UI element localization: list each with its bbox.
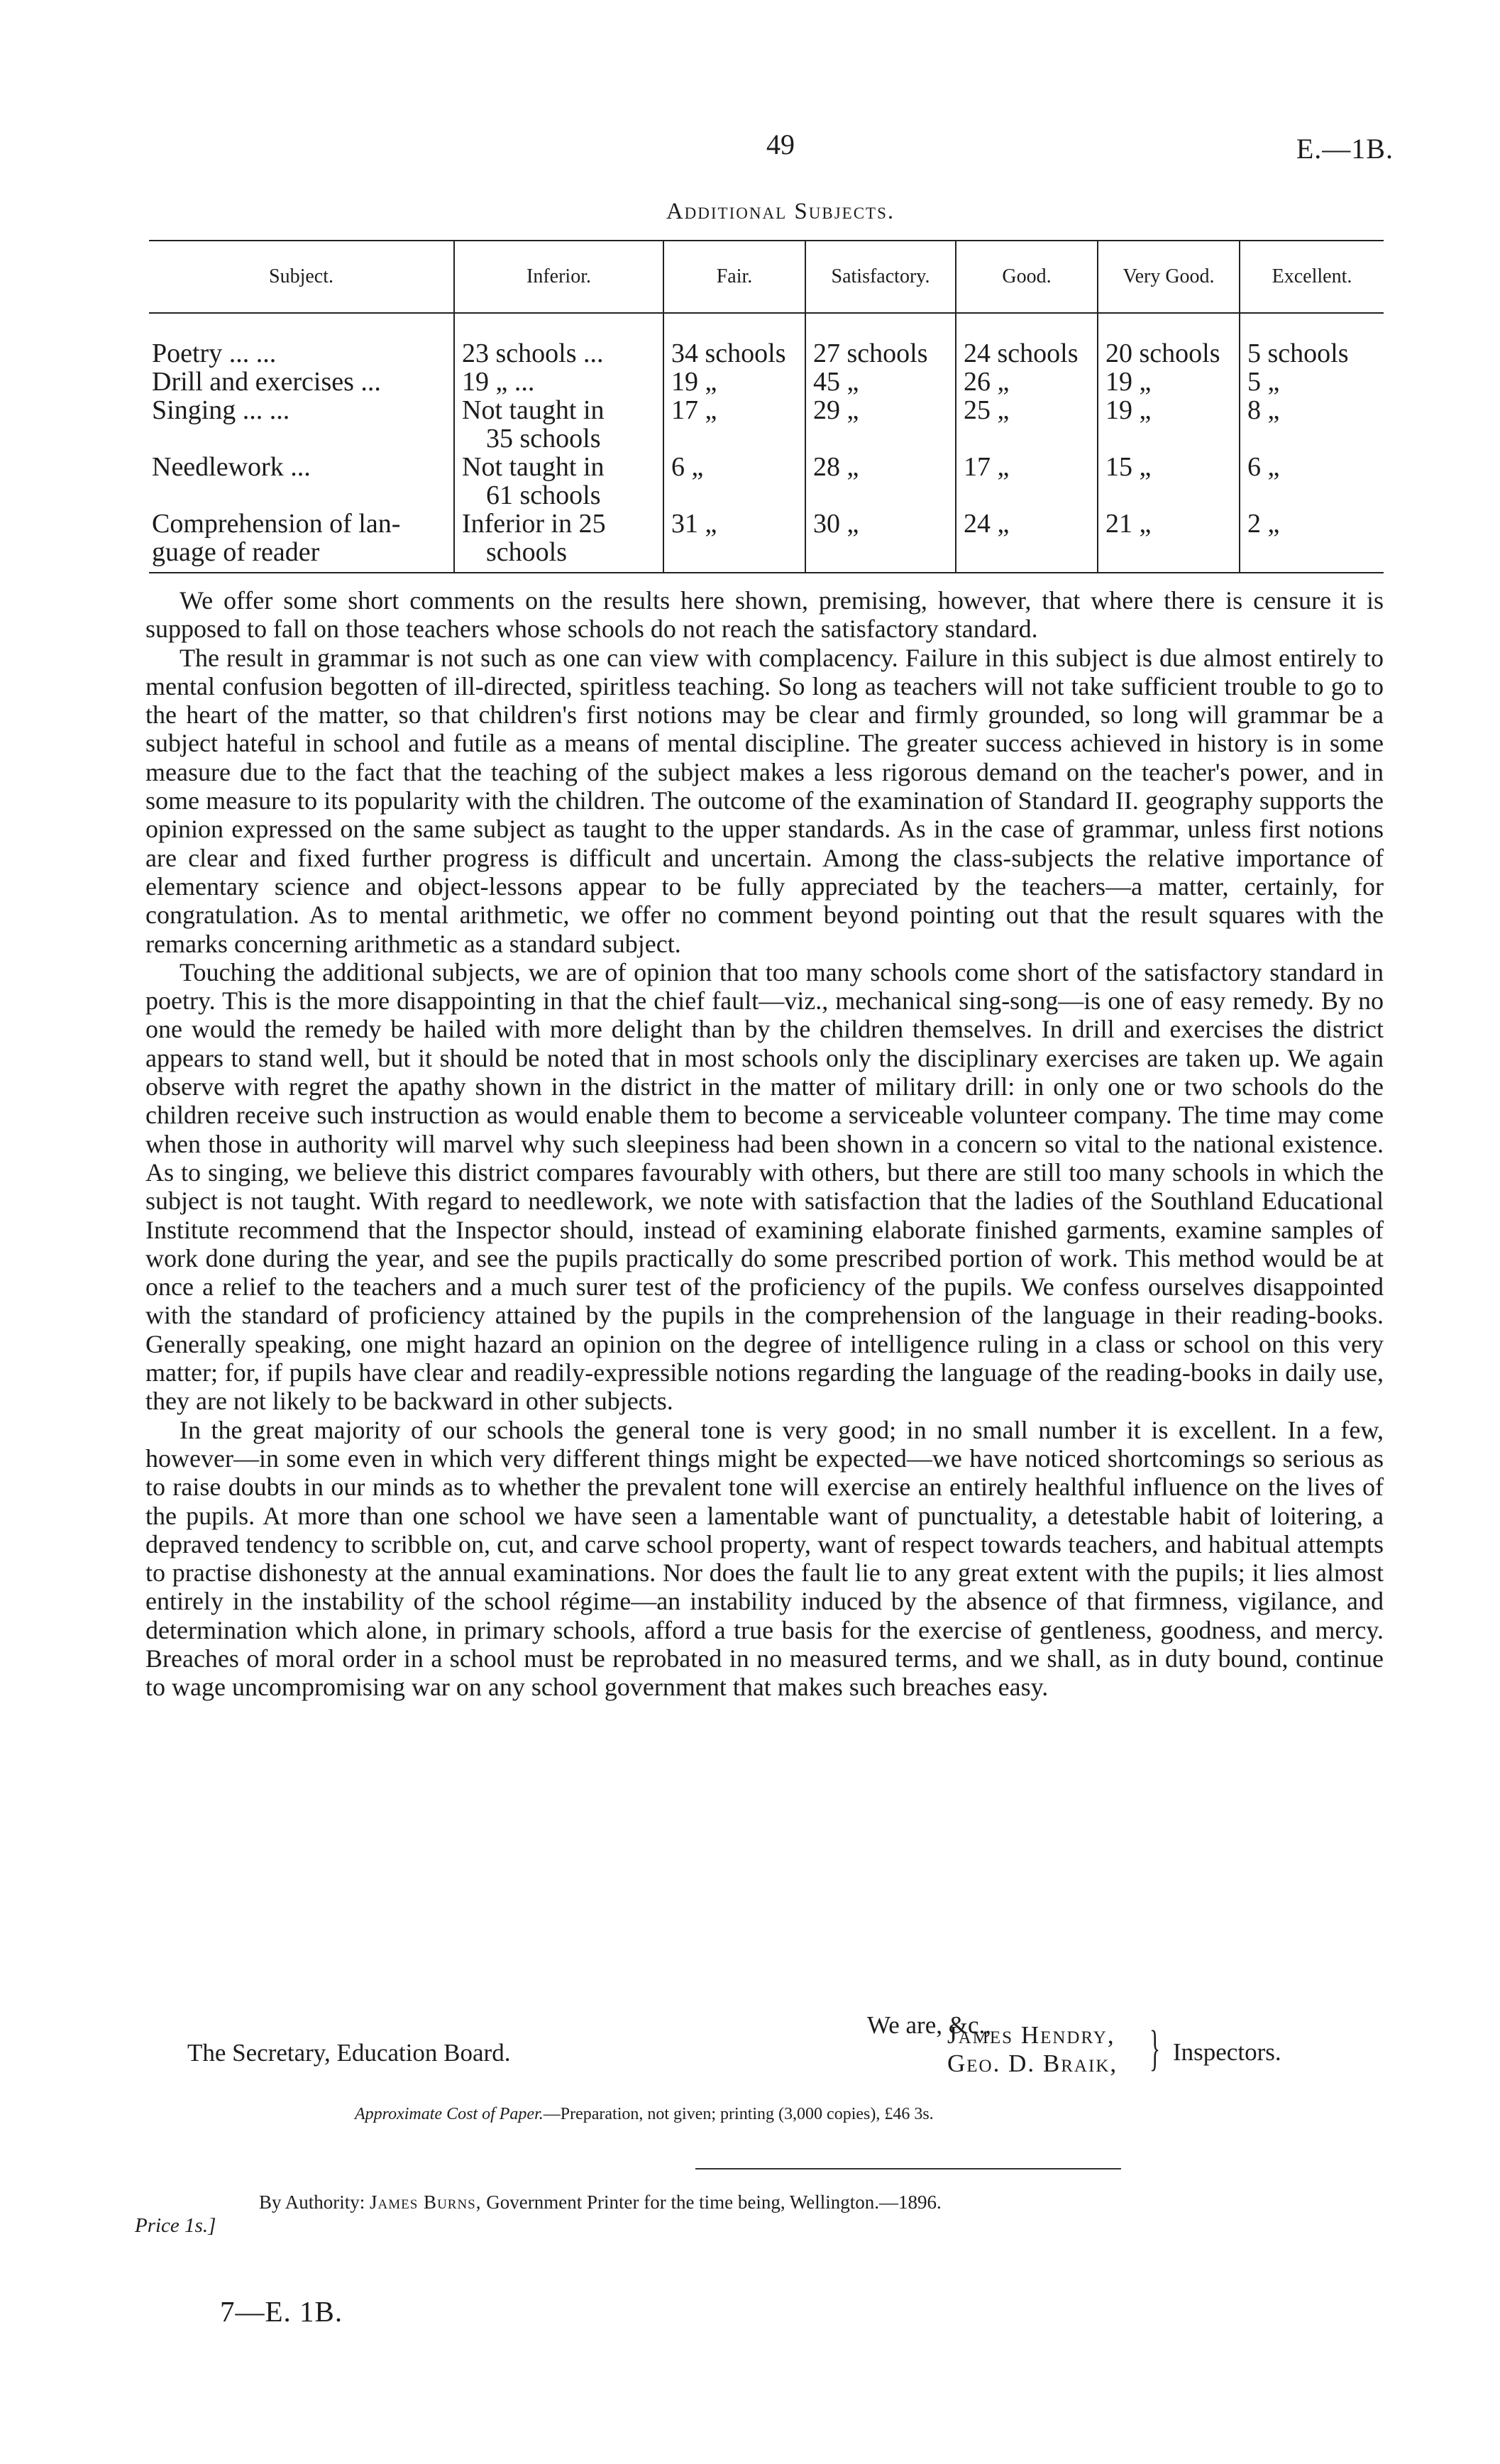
cost-label: Approximate Cost of Paper. <box>355 2105 544 2123</box>
column-header-excellent: Excellent. <box>1240 241 1384 313</box>
authority-prefix: By Authority: <box>259 2191 365 2213</box>
cost-note <box>355 2105 934 2124</box>
table-cell-very-good: 15 „ <box>1098 453 1240 510</box>
table-cell-subject <box>149 313 454 368</box>
page-number: 49 <box>766 128 795 160</box>
report-body <box>145 586 1384 1702</box>
cell-line: Inferior in 25 <box>462 509 606 539</box>
table-cell-good: 24 schools <box>956 313 1098 368</box>
printer-name: James Burns, <box>370 2191 482 2213</box>
table-header-row <box>149 241 1384 313</box>
column-header-good: Good. <box>956 241 1098 313</box>
table-bottom-rule <box>149 572 1384 573</box>
table-row <box>149 396 1384 453</box>
cell-line: guage of reader <box>152 537 320 567</box>
table-cell-subject <box>149 396 454 453</box>
table-cell-inferior <box>454 368 663 396</box>
table-cell-satisfactory: 45 „ <box>805 368 956 396</box>
table-cell-satisfactory: 30 „ <box>805 510 956 572</box>
paragraph: In the great majority of our schools the general tone is very good; in no small number it is excellent. In a few, however—in some even in which very different things might be expected—we have noticed shortcomings so serious as to raise doubts in our minds as to whether the prevalent tone will exercise an entirely healthful influence on the lives of the pupils. At more than one school we have seen a lamentable want of punctuality, a detestable habit of loitering, a depraved tendency to scribble on, cut, and carve school property, want of respect towards teachers, and habitual attempts to practise dishonesty at the annual examinations. Nor does the fault lie to any great extent with the pupils; it lies almost entirely in the instability of the school régime—an instability induced by the absence of that firmness, vigilance, and determination which alone, in primary schools, afford a true basis for the exercise of gentleness, goodness, and mercy. Breaches of moral order in a school must be reprobated in no measured terms, and we shall, as in duty bound, continue to wage uncompromising war on any school government that makes such breaches easy. <box>145 1415 1384 1702</box>
table-cell-satisfactory: 27 schools <box>805 313 956 368</box>
table-cell-inferior <box>454 453 663 510</box>
table-cell-satisfactory: 29 „ <box>805 396 956 453</box>
table-row <box>149 453 1384 510</box>
additional-subjects-table-wrap <box>149 240 1398 573</box>
page-reference: E.—1B. <box>1296 133 1394 165</box>
additional-subjects-table <box>149 241 1384 572</box>
column-header-subject: Subject. <box>149 241 454 313</box>
printer-text: Government Printer for the time being, Wellington.—1896. <box>486 2191 942 2213</box>
cell-line: Not taught in <box>462 395 605 425</box>
column-header-very-good: Very Good. <box>1098 241 1240 313</box>
table-cell-good: 24 „ <box>956 510 1098 572</box>
price: Price 1s.] <box>135 2214 216 2237</box>
cell-line: 61 schools <box>486 480 601 510</box>
table-cell-fair: 19 „ <box>663 368 805 396</box>
table-cell-fair: 31 „ <box>663 510 805 572</box>
inspectors-role: Inspectors. <box>1173 2038 1281 2066</box>
table-row <box>149 510 1384 572</box>
cell-line: schools <box>486 537 567 567</box>
addressee: The Secretary, Education Board. <box>187 2039 511 2067</box>
paragraph: Touching the additional subjects, we are of opinion that too many schools come short of the satisfactory standard in poetry. This is the more disappointing in that the chief fault—viz., mechanical sing-song—is one of easy remedy. By no one would the remedy be hailed with more delight than by the children themselves. In drill and exercises the district appears to stand well, but it should be noted that in most schools only the disciplinary exercises are taken up. We again observe with regret the apathy shown in the district in the matter of military drill: in only one or two schools do the children receive such instruction as would enable them to become a serviceable volunteer company. The time may come when those in authority will marvel why such sleepiness had been shown in a concern so vital to the national existence. As to singing, we believe this district compares favourably with others, but there are still too many schools in which the subject is not taught. With regard to needlework, we note with satisfaction that the ladies of the Southland Educational Institute recommend that the Inspector should, instead of examining elaborate finished garments, examine samples of work done during the year, and see the pupils practically do some prescribed portion of work. This method would be at once a relief to the teachers and a much surer test of the proficiency of the pupils. We confess ourselves disappointed with the standard of proficiency attained by the pupils in the comprehension of the language in their reading-books. Generally speaking, one might hazard an opinion on the degree of intelligence ruling in a class or school on this very matter; for, if pupils have clear and readily-expressible notions regarding the language of the reading-books in daily use, they are not likely to be backward in other subjects. <box>145 957 1384 1416</box>
table-cell-fair: 17 „ <box>663 396 805 453</box>
cell-line: Needlework ... <box>152 452 311 482</box>
cell-line: Comprehension of lan- <box>152 509 401 539</box>
table-cell-subject <box>149 368 454 396</box>
column-header-inferior: Inferior. <box>454 241 663 313</box>
cell-line: 23 schools ... <box>462 339 604 368</box>
table-cell-inferior <box>454 313 663 368</box>
table-cell-excellent: 5 „ <box>1240 368 1384 396</box>
cell-line: 35 schools <box>486 424 601 453</box>
signatory-hendry: James Hendry, <box>947 2021 1115 2049</box>
table-row <box>149 313 1384 368</box>
table-cell-subject <box>149 453 454 510</box>
table-cell-satisfactory: 28 „ <box>805 453 956 510</box>
cell-line: Poetry ... ... <box>152 339 277 368</box>
table-cell-very-good: 21 „ <box>1098 510 1240 572</box>
cost-text: —Preparation, not given; printing (3,000 copies), £46 3s. <box>543 2105 934 2123</box>
table-cell-good: 17 „ <box>956 453 1098 510</box>
paragraph: We offer some short comments on the results here shown, premising, however, that where there is censure it is supposed to fall on those teachers whose schools do not reach the satisfactory standard. <box>145 586 1384 644</box>
table-cell-excellent: 8 „ <box>1240 396 1384 453</box>
brace-icon: } <box>1149 2021 1161 2076</box>
table-cell-good: 26 „ <box>956 368 1098 396</box>
table-cell-excellent: 5 schools <box>1240 313 1384 368</box>
table-cell-very-good: 19 „ <box>1098 396 1240 453</box>
table-cell-excellent: 6 „ <box>1240 453 1384 510</box>
table-cell-fair: 6 „ <box>663 453 805 510</box>
table-cell-excellent: 2 „ <box>1240 510 1384 572</box>
table-cell-inferior <box>454 510 663 572</box>
signatory-braik: Geo. D. Braik, <box>947 2050 1118 2077</box>
section-heading: Additional Subjects. <box>666 199 895 224</box>
table-cell-fair: 34 schools <box>663 313 805 368</box>
table-cell-subject <box>149 510 454 572</box>
cell-line: Singing ... ... <box>152 395 290 425</box>
printer-line <box>259 2191 942 2213</box>
printer-rule <box>695 2168 1121 2169</box>
table-row <box>149 368 1384 396</box>
cell-line: Drill and exercises ... <box>152 367 381 397</box>
table-cell-very-good: 20 schools <box>1098 313 1240 368</box>
column-header-satisfactory: Satisfactory. <box>805 241 956 313</box>
table-body <box>149 313 1384 572</box>
cell-line: 19 „ ... <box>462 367 535 397</box>
cell-line: Not taught in <box>462 452 605 482</box>
valediction: We are, &c., <box>867 2011 991 2039</box>
table-cell-inferior <box>454 396 663 453</box>
sheet-reference: 7—E. 1B. <box>220 2295 343 2328</box>
table-cell-very-good: 19 „ <box>1098 368 1240 396</box>
paragraph: The result in grammar is not such as one can view with complacency. Failure in this subject is due almost entirely to mental confusion begotten of ill-directed, spiritless teaching. So long as teachers will not take sufficient trouble to go to the heart of the matter, so that children's first notions may be clear and firmly grounded, so long will grammar be a subject hateful in school and futile as a means of mental discipline. The greater success achieved in history is in some measure due to the fact that the teaching of the subject makes a less rigorous demand on the teacher's power, and in some measure to its popularity with the children. The outcome of the examination of Standard II. geography supports the opinion expressed on the same subject as taught to the upper standards. As in the case of grammar, unless first notions are clear and fixed further progress is difficult and uncertain. Among the class-subjects the relative importance of elementary science and object-lessons appear to be fully appreciated by the teachers—a matter, certainly, for congratulation. As to mental arithmetic, we offer no comment beyond pointing out that the result squares with the remarks concerning arithmetic as a standard subject. <box>145 643 1384 958</box>
table-cell-good: 25 „ <box>956 396 1098 453</box>
signature-block <box>947 2021 1316 2078</box>
column-header-fair: Fair. <box>663 241 805 313</box>
